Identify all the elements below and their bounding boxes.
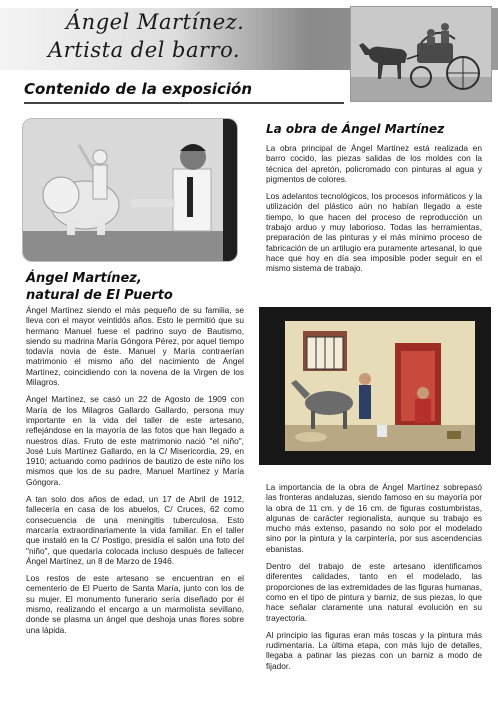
left-heading-line-2: natural de El Puerto [26,288,173,303]
paragraph: Los adelantos tecnológicos, los procesos informáticos y la utilización del plástico aún no habían llegado a este tiempo, lo que hacen del proceso de reproducción un trabajo arduo y muy laborioso. Todas las herramientas, preparación de las pinturas y el más mínimo proceso de fabricación de un artilugio era puramente artesanal, lo que hace que hoy en día sea imposible poder seguir en el mismo sistema de trabajo. [266,191,482,274]
paragraph: A tan solo dos años de edad, un 17 de Abril de 1912, fallecería en casa de los abuelos, C/ Cruces, 62 como consecuencia de una meningitis tuberculosa. Esto marcaría extraordinariamente la vida familiar. En el taller que instaló en la C/ Postigo, presidía el salón una foto del "niño", que quedaría colocada incluso después de fallecer Ángel Martínez, un 8 de Marzo de 1946. [26,494,244,566]
left-heading-line-1: Ángel Martínez, [26,271,142,286]
title-divider [24,102,344,104]
sculptor-photo-image [23,119,237,261]
paragraph: Dentro del trabajo de este artesano identificamos diferentes calidades, tanto en el modelado, las proporciones de las extremidades de las figuras humanas, como en el tipo de pintura y barniz, de sus piezas, lo que hace señalar claramente una natural evolución en su trayectoria. [266,561,482,623]
section-title: Contenido de la exposición [24,80,253,98]
header-logo [48,8,328,78]
carriage-photo-image [351,7,491,101]
right-column-heading: La obra de Ángel Martínez [266,122,445,136]
paragraph: La obra principal de Ángel Martínez está realizada en barro cocido, las piezas salidas de los moldes con la técnica del apretón, policromado con pinturas al agua y pigmentos de colores. [266,143,482,184]
left-column-heading [26,270,173,304]
paragraph: Al principio las figuras eran más toscas y la pintura más rudimentaria. La última etapa, con más lujo de detalles, llegaba a patinar las piezas con un barniz a modo de fijador. [266,629,482,671]
paragraph: Ángel Martínez, se casó un 22 de Agosto de 1909 con María de los Milagros Gallardo Gallardo, persona muy importante en la vida del taller de este artesano, reflejándose en la mayoría de las fotos que han llegado a nuestros días. Fruto de este matrimonio nació "el niño", José Luis Martínez Gallardo, en la C/ Misericordia, 29, en 1910; actuando como padrinos de bautizo de este niño los mismos que los de su padre, Manuel Martínez y María Góngora. [26,394,244,487]
diorama-photo [259,307,491,465]
sculptor-photo [22,118,238,262]
logo-line-2: Artista del barro. [48,38,241,62]
left-column-text [26,305,244,642]
paragraph: La importancia de la obra de Ángel Martínez sobrepasó las fronteras andaluzas, siendo famoso en su mayoría por la obra de 11 cm. y de 16 cm. de figuras costumbristas, algunas de carácter regionalista, aunque su trabajo es mucho más extenso, pasando no solo por el modelado sino por la pintura y la carpintería, por sus ascendencias ebanistas. [266,482,482,554]
paragraph: Ángel Martínez siendo el más pequeño de su familia, se lleva con el mayor veintidós años. Esto le permitió que su hermano Manuel fuese el padrino suyo de Bautismo, siendo su madrina María Góngora Pérez, por aquel tiempo todavía novia de éste. Manuel y María contraerían matrimonio el mismo año del nacimiento de Ángel Martínez, coincidiendo con la novena de la Virgen de los Milagros. [26,305,244,388]
carriage-photo [350,6,492,102]
logo-line-1: Ángel Martínez. [66,10,245,34]
diorama-photo-image [259,307,491,465]
right-column-text-top [266,143,482,281]
right-column-text-bottom [266,482,482,678]
paragraph: Los restos de este artesano se encuentran en el cementerio de El Puerto de Santa María, junto con los de su mujer. El monumento funerario sería diseñado por él mismo, realizando el encargo a un marmolista sevillano, donde se plasma un ángel que deshoja unas flores sobre una lápida. [26,573,244,635]
